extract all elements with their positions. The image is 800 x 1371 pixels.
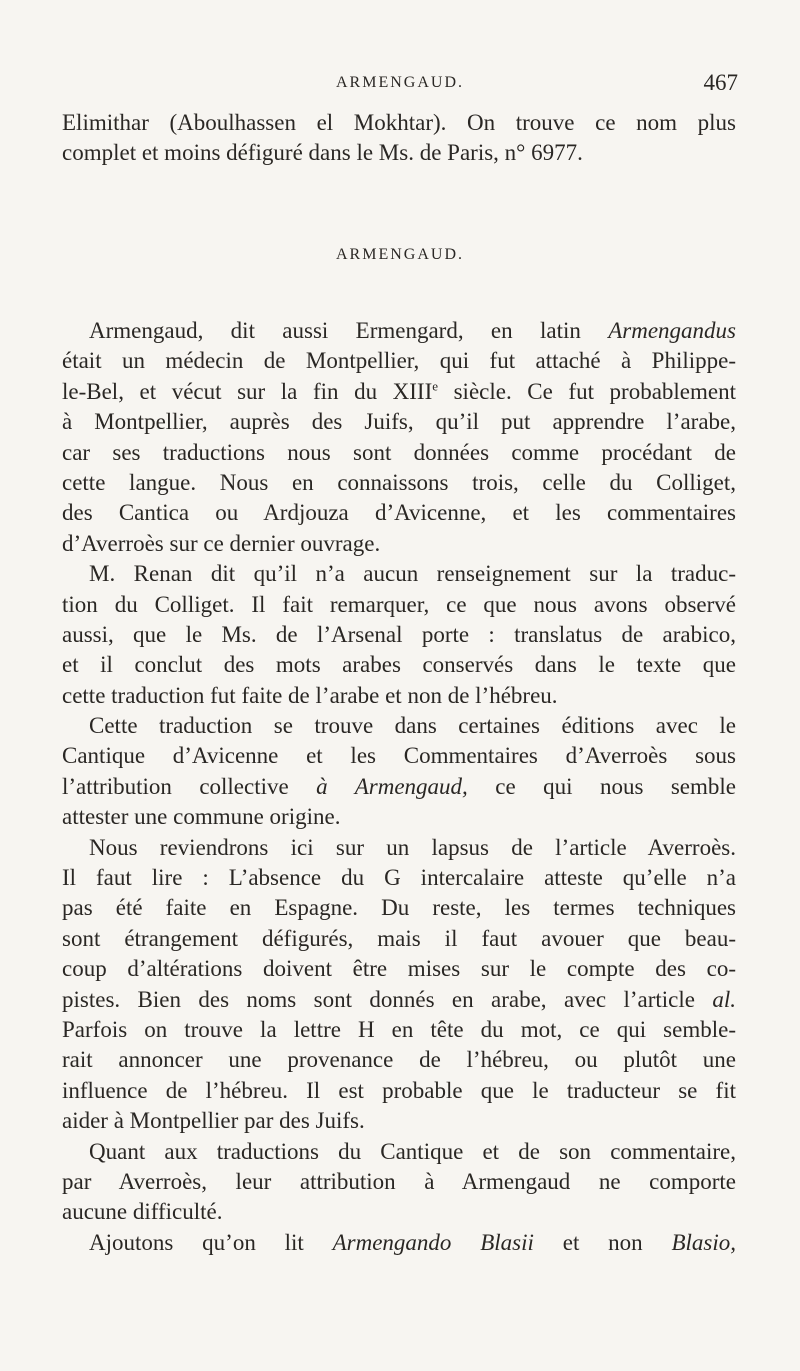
text-span: l’attribution collective [62,773,317,799]
text-span: et non [533,1229,672,1255]
running-head [0,70,800,100]
text-line: aucune difficulté. [62,1199,223,1225]
text-line: Nous reviendrons ici sur un lapsus de l’article Averroès. [89,834,736,860]
text-line: complet et moins défiguré dans le Ms. de Paris, n° 6977. [62,140,583,166]
text-span: le-Bel, et vécut sur la fin du XIII [62,378,433,404]
text-line: était un médecin de Montpellier, qui fut attaché à Philippe- [62,348,736,374]
text-span: Ajoutons qu’on lit [89,1229,333,1255]
italic-name: à Armengaud, [316,773,468,799]
text-line: des Cantica ou Ardjouza d’Avicenne, et les commentaires [62,500,736,526]
text-line: par Averroès, leur attribution à Armengaud ne comporte [62,1168,736,1194]
text-line: influence de l’hébreu. Il est probable que le traducteur se fit [62,1077,736,1103]
text-line: M. Renan dit qu’il n’a aucun renseignement sur la traduc- [89,561,736,587]
body-text [62,316,736,1258]
text-line: Parfois on trouve la lettre H en tête du mot, ce qui semble- [62,1016,736,1042]
text-line: coup d’altérations doivent être mises sur le compte des co- [62,956,736,982]
italic-name: Blasio, [671,1229,736,1255]
text-line: Elimithar (Aboulhassen el Mokhtar). On trouve ce nom plus [62,110,736,135]
text-line: Quant aux traductions du Cantique et de son commentaire, [89,1138,736,1164]
text-line: sont étrangement défigurés, mais il faut avouer que beau- [62,925,736,951]
text-span: pistes. Bien des noms sont donnés en arabe, avec l’article [62,986,713,1012]
text-line [62,772,736,802]
text-line: cette langue. Nous en connaissons trois, celle du Colliget, [62,469,736,495]
opening-paragraph [62,108,736,169]
text-line: Il faut lire : L’absence du G intercalaire atteste qu’elle n’a [62,865,736,891]
page-number: 467 [703,70,738,95]
text-line [62,377,736,407]
text-line [62,1228,736,1258]
text-line: à Montpellier, auprès des Juifs, qu’il put apprendre l’arabe, [62,409,736,435]
text-line: pas été faite en Espagne. Du reste, les termes techniques [62,895,736,921]
text-line: Cantique d’Avicenne et les Commentaires d’Averroès sous [62,743,736,769]
italic-name: Armengandus [608,318,736,343]
text-span: Armengaud, dit aussi Ermengard, en latin [89,318,609,343]
text-span: siècle. Ce fut probablement [438,378,736,404]
text-line: cette traduction fut faite de l’arabe et non de l’hébreu. [62,682,558,708]
text-line [62,316,736,346]
text-line: Cette traduction se trouve dans certaines éditions avec le [89,713,736,739]
text-line: aussi, que le Ms. de l’Arsenal porte : translatus de arabico, [62,621,736,647]
text-line: et il conclut des mots arabes conservés dans le texte que [62,652,736,678]
text-line: tion du Colliget. Il fait remarquer, ce que nous avons observé [62,591,736,617]
text-line: aider à Montpellier par des Juifs. [62,1108,365,1134]
text-line: rait annoncer une provenance de l’hébreu, ou plutôt une [62,1047,736,1073]
superscript: e [432,378,439,394]
text-line: car ses traductions nous sont données comme procédant de [62,439,736,465]
section-title: ARMENGAUD. [336,246,464,263]
text-line: attester une commune origine. [62,804,341,830]
text-line: d’Averroès sur ce dernier ouvrage. [62,530,381,556]
italic-term: al. [712,986,736,1012]
text-line [62,985,736,1015]
italic-name: Armengando Blasii [332,1229,534,1255]
text-span: ce qui nous semble [467,773,736,799]
running-title: ARMENGAUD. [336,74,464,91]
